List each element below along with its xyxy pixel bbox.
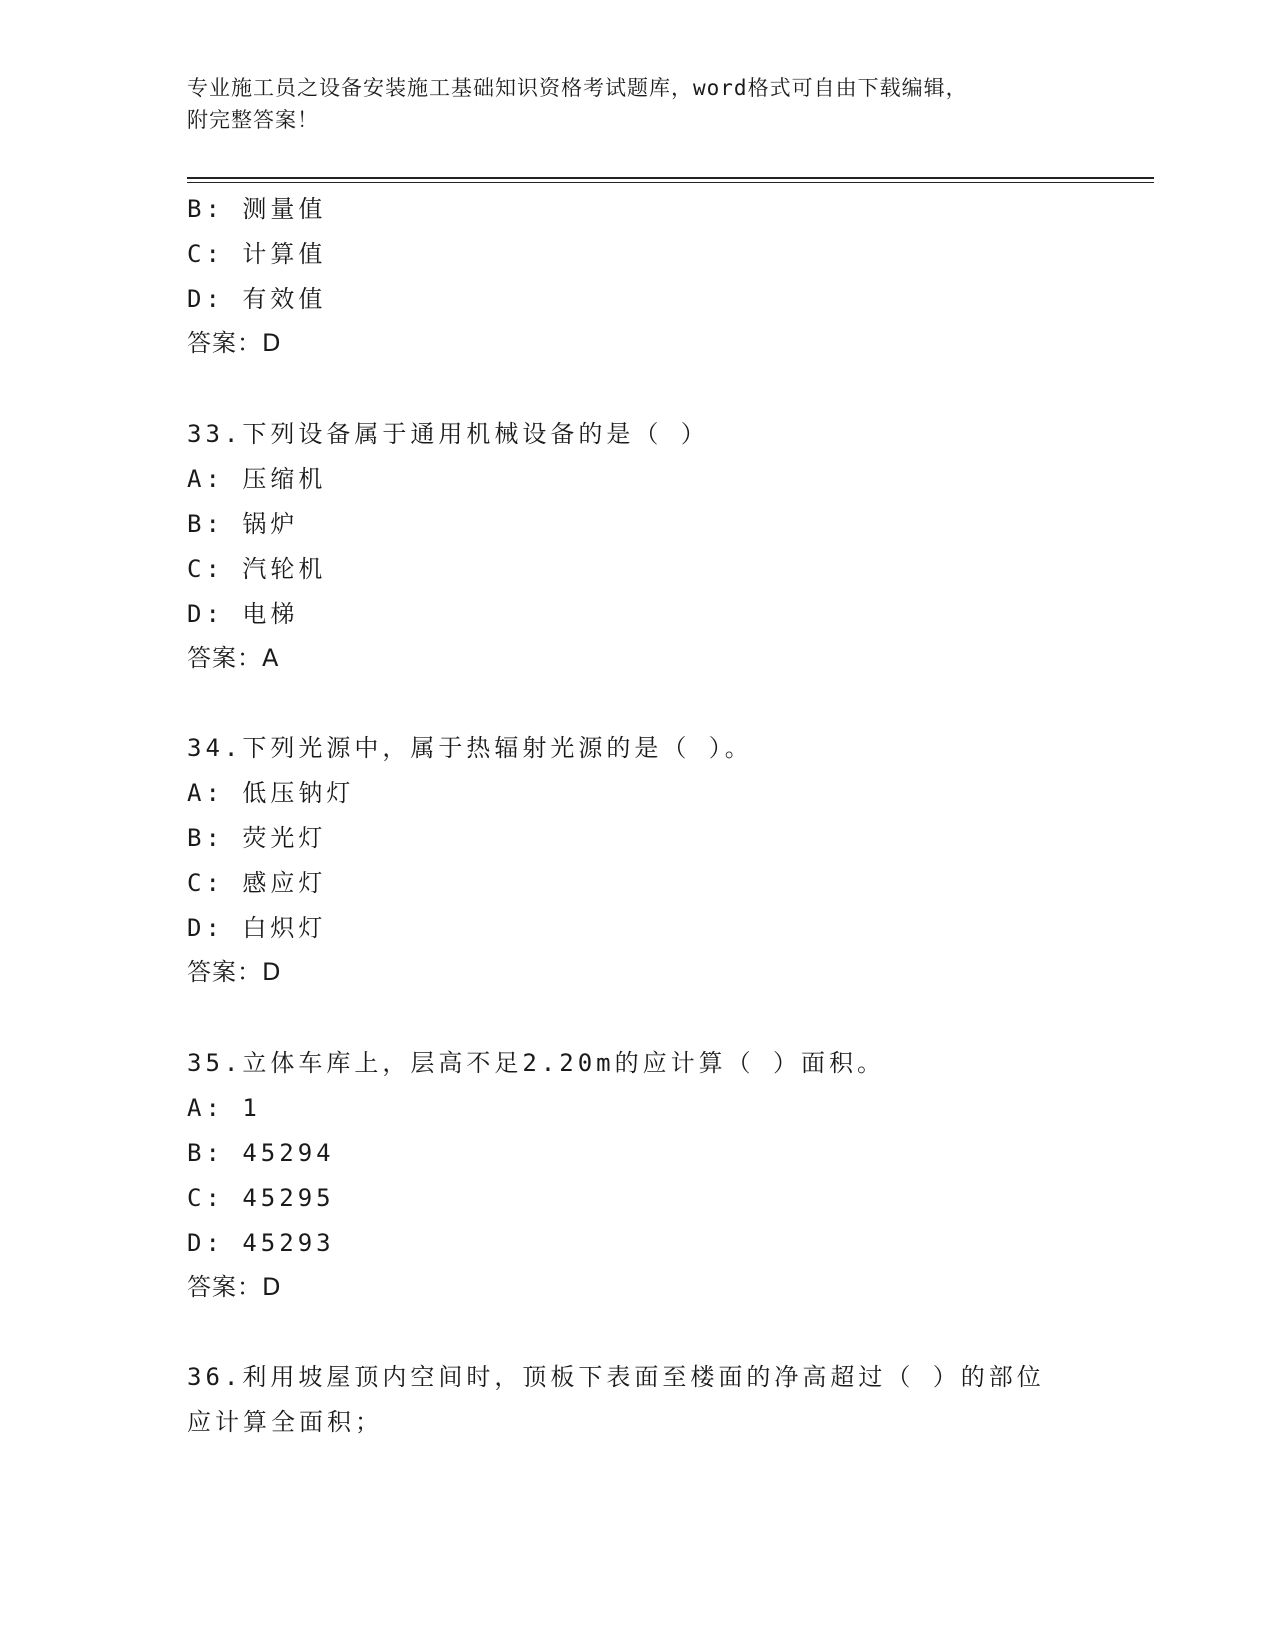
q36-question-line-1: 36.利用坡屋顶内空间时，顶板下表面至楼面的净高超过（ ）的部位 (187, 1363, 1045, 1391)
q33-option-d: D: 电梯 (187, 600, 299, 628)
header-title-line-2: 附完整答案！ (187, 108, 319, 132)
q32-answer: 答案：D (187, 329, 282, 357)
q35-option-b: B: 45294 (187, 1139, 335, 1167)
q32-option-c: C: 计算值 (187, 240, 327, 268)
page-header (187, 72, 1087, 136)
q32-option-d: D: 有效值 (187, 285, 327, 313)
q35-question: 35.立体车库上，层高不足2.20m的应计算（ ）面积。 (187, 1049, 886, 1077)
q34-option-b: B: 荧光灯 (187, 824, 327, 852)
header-title-line-1: 专业施工员之设备安装施工基础知识资格考试题库，word格式可自由下载编辑， (187, 76, 968, 100)
q34-question: 34.下列光源中，属于热辐射光源的是（ ）。 (187, 734, 753, 762)
q35-option-a: A: 1 (187, 1094, 261, 1122)
header-divider-thin (187, 182, 1154, 183)
q32-option-b: B: 测量值 (187, 195, 327, 223)
q35-answer: 答案：D (187, 1273, 282, 1301)
q34-option-a: A: 低压钠灯 (187, 779, 355, 807)
q33-answer: 答案：A (187, 644, 280, 672)
q34-answer: 答案：D (187, 958, 282, 986)
q36-question-line-2: 应计算全面积； (187, 1408, 383, 1436)
q35-option-d: D: 45293 (187, 1229, 335, 1257)
q33-option-b: B: 锅炉 (187, 510, 299, 538)
q34-option-d: D: 白炽灯 (187, 914, 327, 942)
header-divider (187, 177, 1154, 179)
q33-question: 33.下列设备属于通用机械设备的是（ ） (187, 420, 709, 448)
q33-option-c: C: 汽轮机 (187, 555, 327, 583)
q33-option-a: A: 压缩机 (187, 465, 327, 493)
q34-option-c: C: 感应灯 (187, 869, 327, 897)
q35-option-c: C: 45295 (187, 1184, 335, 1212)
